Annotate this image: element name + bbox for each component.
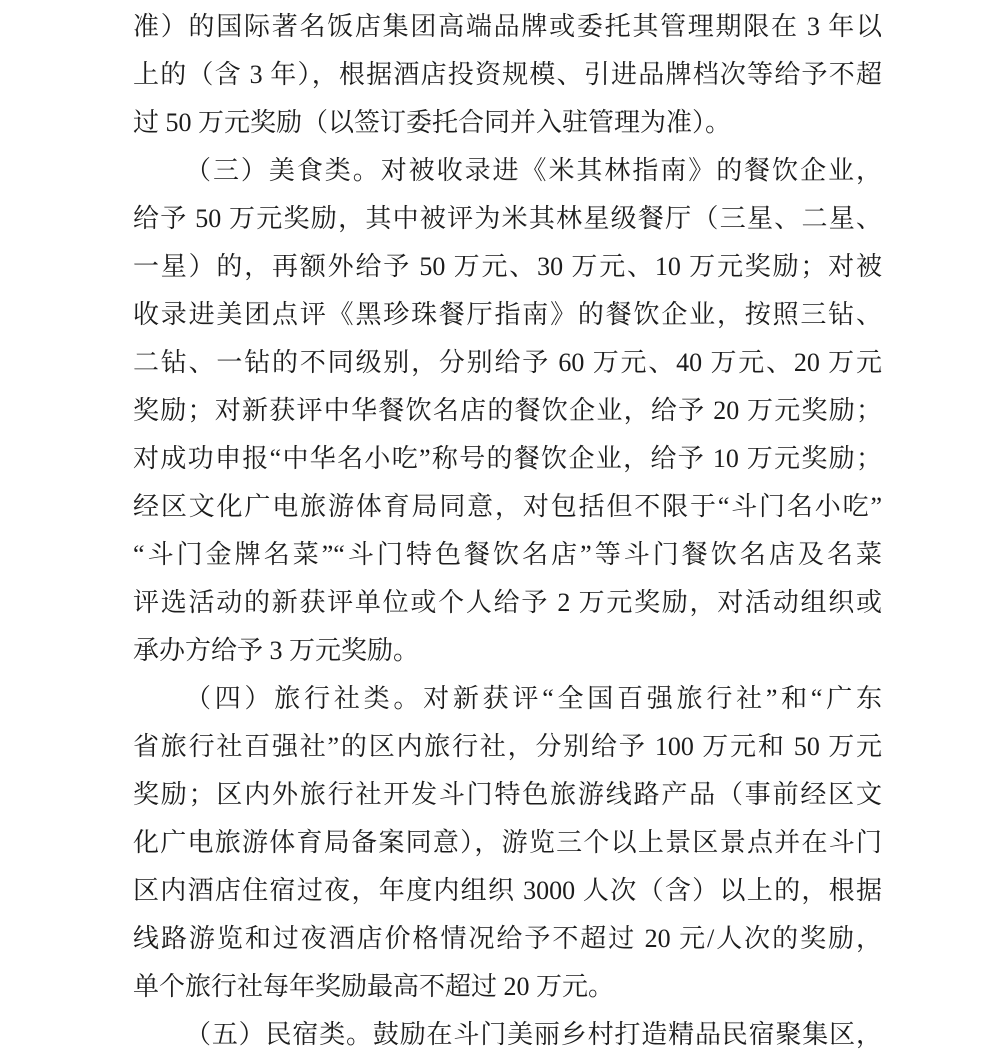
document-line: 收录进美团点评《黑珍珠餐厅指南》的餐饮企业，按照三钻、	[133, 300, 882, 329]
document-line: 对成功申报“中华名小吃”称号的餐饮企业，给予 10 万元奖励；	[133, 444, 882, 473]
document-line: 过 50 万元奖励（以签订委托合同并入驻管理为准）。	[133, 108, 732, 137]
document-line: 一星）的，再额外给予 50 万元、30 万元、10 万元奖励；对被	[133, 252, 882, 281]
document-line: 化广电旅游体育局备案同意），游览三个以上景区景点并在斗门	[133, 828, 882, 857]
document-line: 承办方给予 3 万元奖励。	[133, 636, 420, 665]
document-line: （三）美食类。对被收录进《米其林指南》的餐饮企业，	[185, 156, 882, 185]
document-line: （五）民宿类。鼓励在斗门美丽乡村打造精品民宿聚集区，	[185, 1020, 882, 1049]
document-line: （四）旅行社类。对新获评“全国百强旅行社”和“广东	[185, 684, 882, 713]
document-line: 给予 50 万元奖励，其中被评为米其林星级餐厅（三星、二星、	[133, 204, 882, 233]
document-text-block	[133, 3, 882, 1058]
paragraph-hotel-continued	[133, 3, 882, 147]
document-line: 省旅行社百强社”的区内旅行社，分别给予 100 万元和 50 万元	[133, 732, 882, 761]
document-line: 单个旅行社每年奖励最高不超过 20 万元。	[133, 972, 615, 1001]
document-line: “斗门金牌名菜”“斗门特色餐饮名店”等斗门餐饮名店及名菜	[133, 540, 882, 569]
document-line: 二钻、一钻的不同级别，分别给予 60 万元、40 万元、20 万元	[133, 348, 882, 377]
document-line: 评选活动的新获评单位或个人给予 2 万元奖励，对活动组织或	[133, 588, 882, 617]
document-line: 区内酒店住宿过夜，年度内组织 3000 人次（含）以上的，根据	[133, 876, 882, 905]
document-line: 准）的国际著名饭店集团高端品牌或委托其管理期限在 3 年以	[133, 12, 882, 41]
paragraph-travel-agency-category	[133, 675, 882, 1011]
document-line: 线路游览和过夜酒店价格情况给予不超过 20 元/人次的奖励，	[133, 924, 882, 953]
document-line: 经区文化广电旅游体育局同意，对包括但不限于“斗门名小吃”	[133, 492, 882, 521]
document-line: 上的（含 3 年），根据酒店投资规模、引进品牌档次等给予不超	[133, 60, 882, 89]
document-line: 奖励；区内外旅行社开发斗门特色旅游线路产品（事前经区文	[133, 780, 882, 809]
document-line: 奖励；对新获评中华餐饮名店的餐饮企业，给予 20 万元奖励；	[133, 396, 882, 425]
paragraph-food-category	[133, 147, 882, 675]
paragraph-homestay-category	[133, 1011, 882, 1058]
